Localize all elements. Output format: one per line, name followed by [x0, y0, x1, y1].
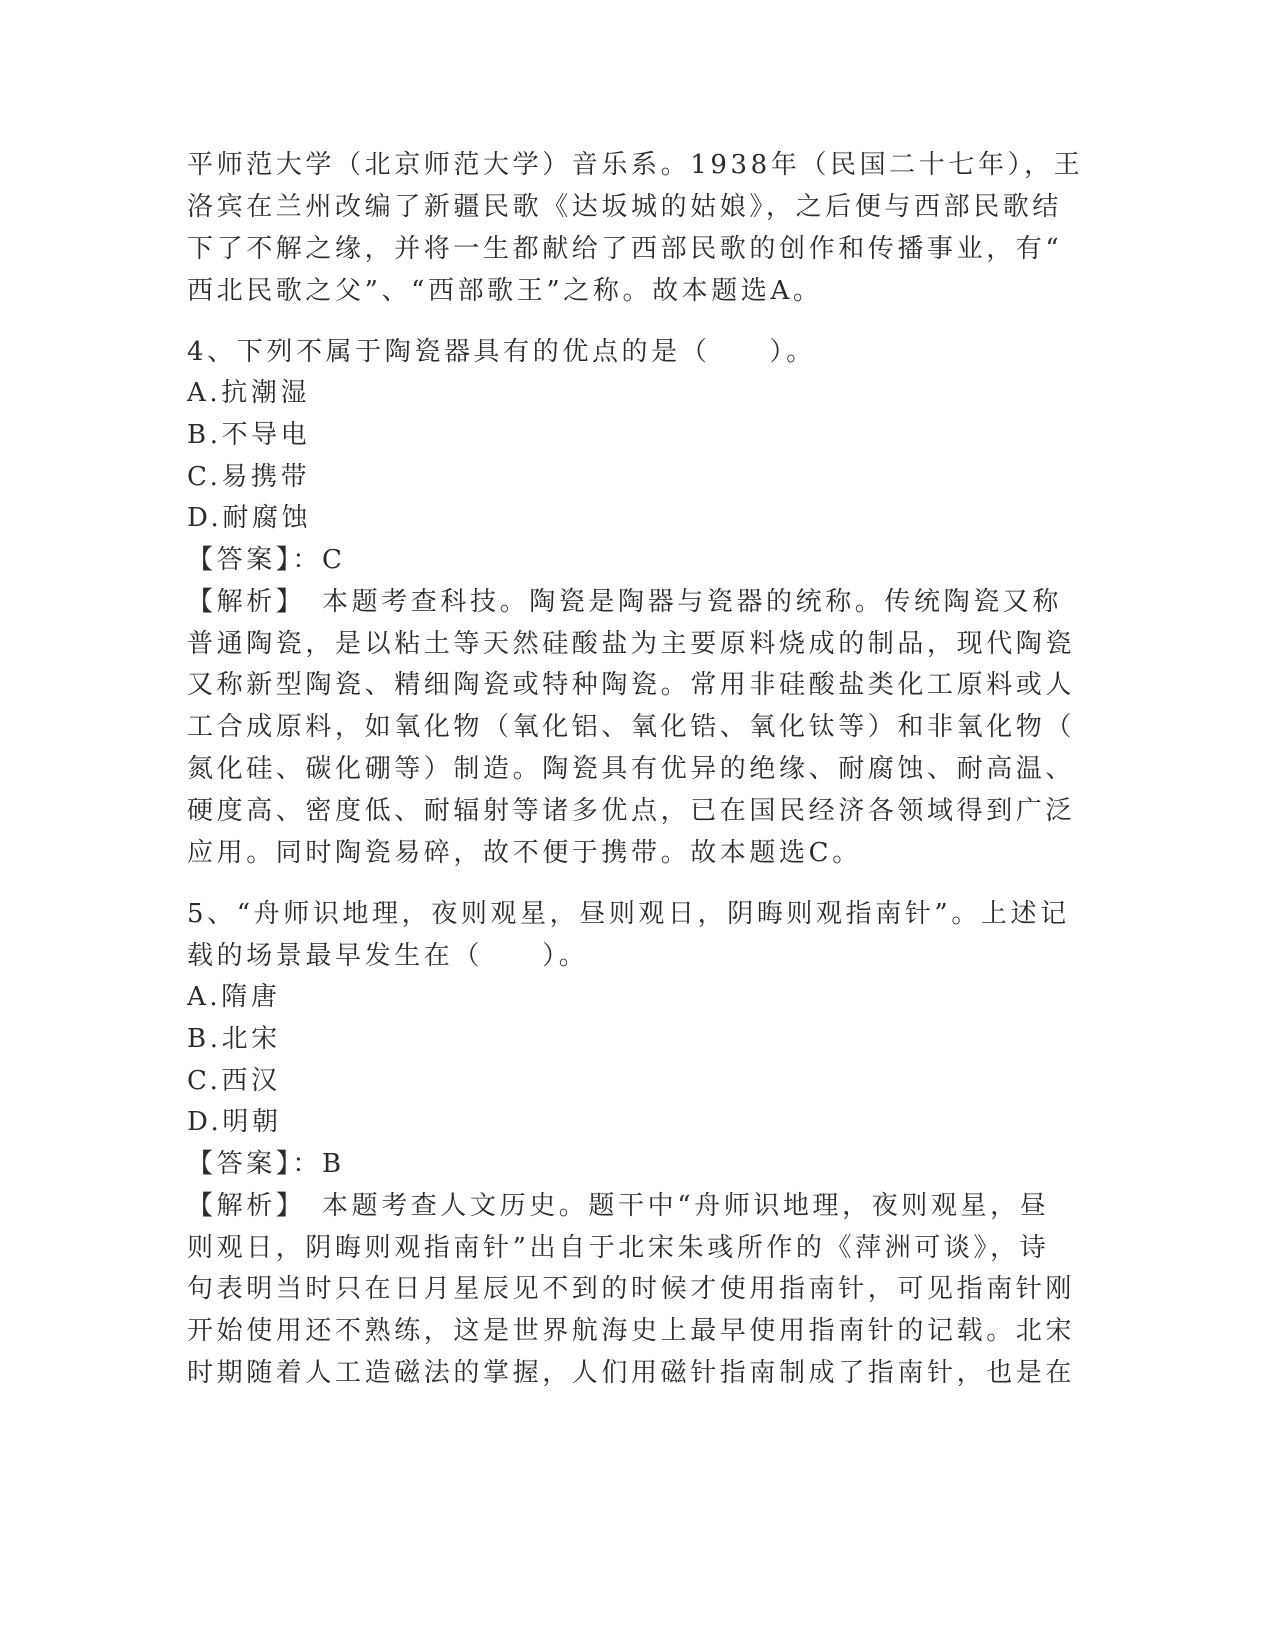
option-d: D.明朝 [187, 1107, 282, 1137]
option-c: C.西汉 [187, 1066, 281, 1096]
text-line: 则观日，阴晦则观指南针”出自于北宋朱彧所作的《萍洲可谈》，诗 [187, 1233, 1050, 1263]
text-line: 工合成原料，如氧化物（氧化铝、氧化锆、氧化钛等）和非氧化物（ [187, 712, 1076, 742]
option-d: D.耐腐蚀 [187, 503, 312, 533]
question-5-stem: 5、“舟师识地理，夜则观星，昼则观日，阴晦则观指南针”。上述记 [187, 899, 1070, 929]
text-line: 应用。同时陶瓷易碎，故不便于携带。故本题选C。 [187, 838, 862, 868]
text-line: 西北民歌之父”、“西部歌王”之称。故本题选A。 [187, 276, 823, 306]
text-line: 硬度高、密度低、耐辐射等诸多优点，已在国民经济各领域得到广泛 [187, 796, 1076, 826]
text-line: 洛宾在兰州改编了新疆民歌《达坂城的姑娘》，之后便与西部民歌结 [187, 192, 1063, 222]
answer-4: 【答案】：C [187, 545, 346, 575]
text-line: 下了不解之缘，并将一生都献给了西部民歌的创作和传播事业，有“ [187, 234, 1063, 264]
text-line: 普通陶瓷，是以粘土等天然硅酸盐为主要原料烧成的制品，现代陶瓷 [187, 629, 1076, 659]
answer-5: 【答案】：B [187, 1149, 345, 1179]
text-line: 氮化硅、碳化硼等）制造。陶瓷具有优异的绝缘、耐腐蚀、耐高温、 [187, 754, 1076, 784]
text-line: 时期随着人工造磁法的掌握，人们用磁针指南制成了指南针，也是在 [187, 1358, 1076, 1388]
question-4-stem: 4、下列不属于陶瓷器具有的优点的是（ ）。 [187, 337, 816, 367]
option-b: B.不导电 [187, 420, 311, 450]
text-line: 又称新型陶瓷、精细陶瓷或特种陶瓷。常用非硅酸盐类化工原料或人 [187, 670, 1076, 700]
text-line: 载的场景最早发生在（ ）。 [187, 941, 589, 971]
option-c: C.易携带 [187, 462, 311, 492]
text-line: 开始使用还不熟练，这是世界航海史上最早使用指南针的记载。北宋 [187, 1316, 1076, 1346]
option-a: A.隋唐 [187, 982, 281, 1012]
analysis-4: 【解析】 本题考查科技。陶瓷是陶器与瓷器的统称。传统陶瓷又称 [187, 587, 1063, 617]
text-line: 句表明当时只在日月星辰见不到的时候才使用指南针，可见指南针刚 [187, 1274, 1076, 1304]
text-line: 平师范大学（北京师范大学）音乐系。1938年（民国二十七年），王 [187, 150, 1084, 180]
option-a: A.抗潮湿 [187, 378, 311, 408]
option-b: B.北宋 [187, 1024, 281, 1054]
analysis-5: 【解析】 本题考查人文历史。题干中“舟师识地理，夜则观星，昼 [187, 1191, 1050, 1221]
